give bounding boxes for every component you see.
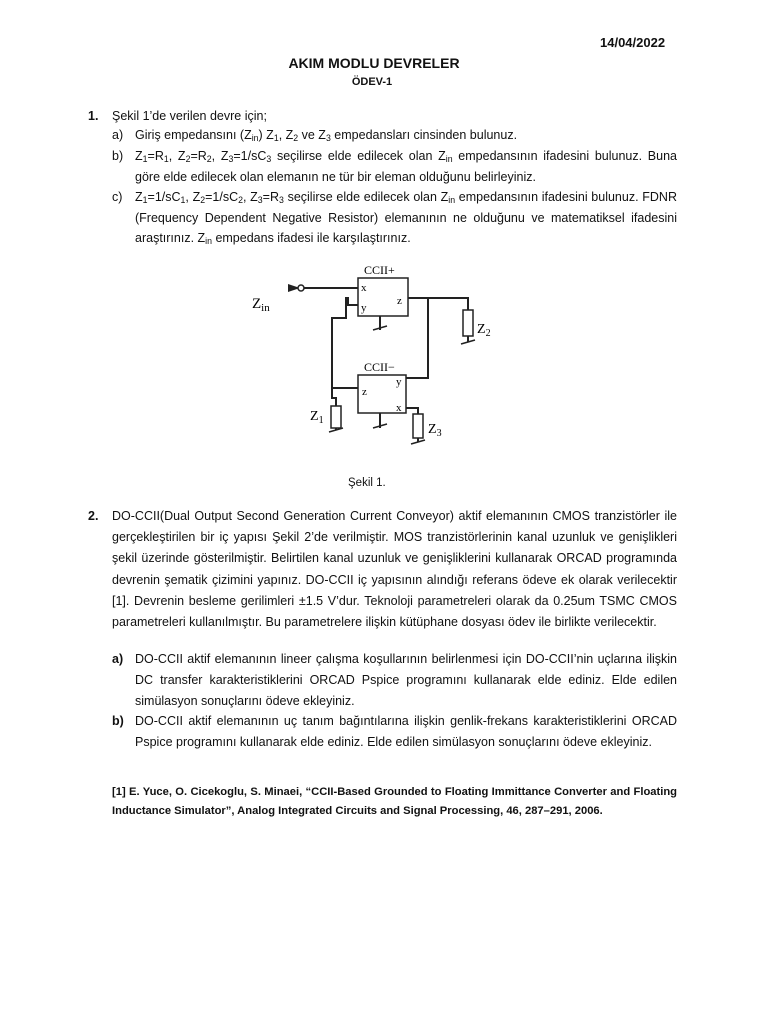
question-1a-text: Giriş empedansını $(Z_{in})$ $Z_1$, $Z_2$ ve $Z_3$ empedansları cinsinden bulunuz.	[135, 128, 518, 143]
ccii-plus-label: CCII+	[364, 263, 395, 277]
question-2b-text: DO-CCII aktif elemanının uç tanım bağıntılarına ilişkin genlik-frekans karakteristiklerini ORCAD Pspice programını kullanarak elde ediniz. Elde edilen simülasyon sonuçlarını ödeve ekleyiniz.	[135, 714, 677, 750]
question-2-text: DO-CCII(Dual Output Second Generation Current Conveyor) aktif elemanının CMOS tranzistörler ile gerçekleştirilen bir iç yapısı Şekil 2’de verilmiştir. MOS tranzistörlerinin kanal uzunluk ve genişlikleri şekil üzerinde gösterilmiştir. Belirtilen kanal uzunluk ve genişliklerini kullanarak ORCAD programında devrenin şematik çizimini yapınız. DO-CCII iç yapısının alındığı referans ödeve ek olarak verilecektir [1]. Devrenin besleme gerilimleri ±1.5 V’dur. Teknoloji parametreleri olarak da 0.25um TSMC CMOS parametreleri kullanılmıştır. Bu parametrelere ilişkin kütüphane dosyası ödev ile birlikte verilecektir.	[112, 509, 677, 630]
question-2a-label: a)	[112, 652, 124, 666]
input-terminal-node	[298, 285, 304, 291]
question-2a-text: DO-CCII aktif elemanının lineer çalışma koşullarının belirlenmesi için DO-CCII’nin uçlarına ilişkin DC transfer karakteristiklerini ORCAD Pspice programını kullanarak elde ediniz. Elde edilen simülasyon sonuçlarını ödeve ekleyiniz.	[135, 652, 677, 709]
port-z-bottom: z	[362, 386, 367, 398]
ccii-minus-label: CCII−	[364, 360, 395, 374]
z2-label: $Z_2$	[477, 322, 491, 339]
question-1a-label: a)	[112, 128, 124, 142]
z2-impedance	[463, 310, 473, 336]
port-z-top: z	[397, 295, 402, 307]
question-2-number: 2.	[88, 509, 99, 523]
z1-impedance	[331, 406, 341, 428]
question-1c-text: $Z_1=1/sC_1$, $Z_2=1/sC_2$, $Z_3=R_3$ seçilirse elde edilecek olan $Z_{in}$ empedansının ifadesini bulunuz. FDNR (Frequency Dependent Negative Resistor) elemanının ne olduğunu ve matematiksel ifadesini araştırınız. $Z_{in}$ empedans ifadesi ile karşılaştırınız.	[135, 190, 677, 246]
zin-label: $Z_{in}$	[252, 296, 270, 314]
z3-label: $Z_3$	[428, 422, 442, 439]
question-1b-label: b)	[112, 149, 124, 163]
port-y-bottom: y	[396, 376, 402, 388]
question-1-number: 1.	[88, 109, 99, 123]
port-y-top: y	[361, 302, 367, 314]
document-subtitle: ÖDEV-1	[351, 76, 393, 88]
port-x-top: x	[361, 282, 367, 294]
document-title: AKIM MODLU DEVRELER	[288, 55, 460, 71]
document-date: 14/04/2022	[600, 35, 666, 50]
z1-label: $Z_1$	[310, 409, 324, 426]
question-1-intro: Şekil 1’de verilen devre için;	[112, 109, 267, 123]
figure-caption: Şekil 1.	[348, 477, 386, 489]
port-x-bottom: x	[396, 402, 402, 414]
circuit-diagram-figure-1	[240, 258, 490, 448]
question-1b-text: $Z_1=R_1$, $Z_2=R_2$, $Z_3=1/sC_3$ seçilirse elde edilecek olan $Z_{in}$ empedansının ifadesini bulunuz. Buna göre elde edilecek olan elemanın ne tür bir eleman olduğunu belirleyiniz.	[135, 149, 677, 184]
z3-impedance	[413, 414, 423, 438]
question-1c-label: c)	[112, 190, 123, 204]
question-2b-label: b)	[112, 714, 124, 728]
reference-citation: [1] E. Yuce, O. Cicekoglu, S. Minaei, “CCII-Based Grounded to Floating Immittance Converter and Floating Inductance Simulator”, Analog Integrated Circuits and Signal Processing, 46, 287–291, 2006.	[112, 786, 677, 817]
